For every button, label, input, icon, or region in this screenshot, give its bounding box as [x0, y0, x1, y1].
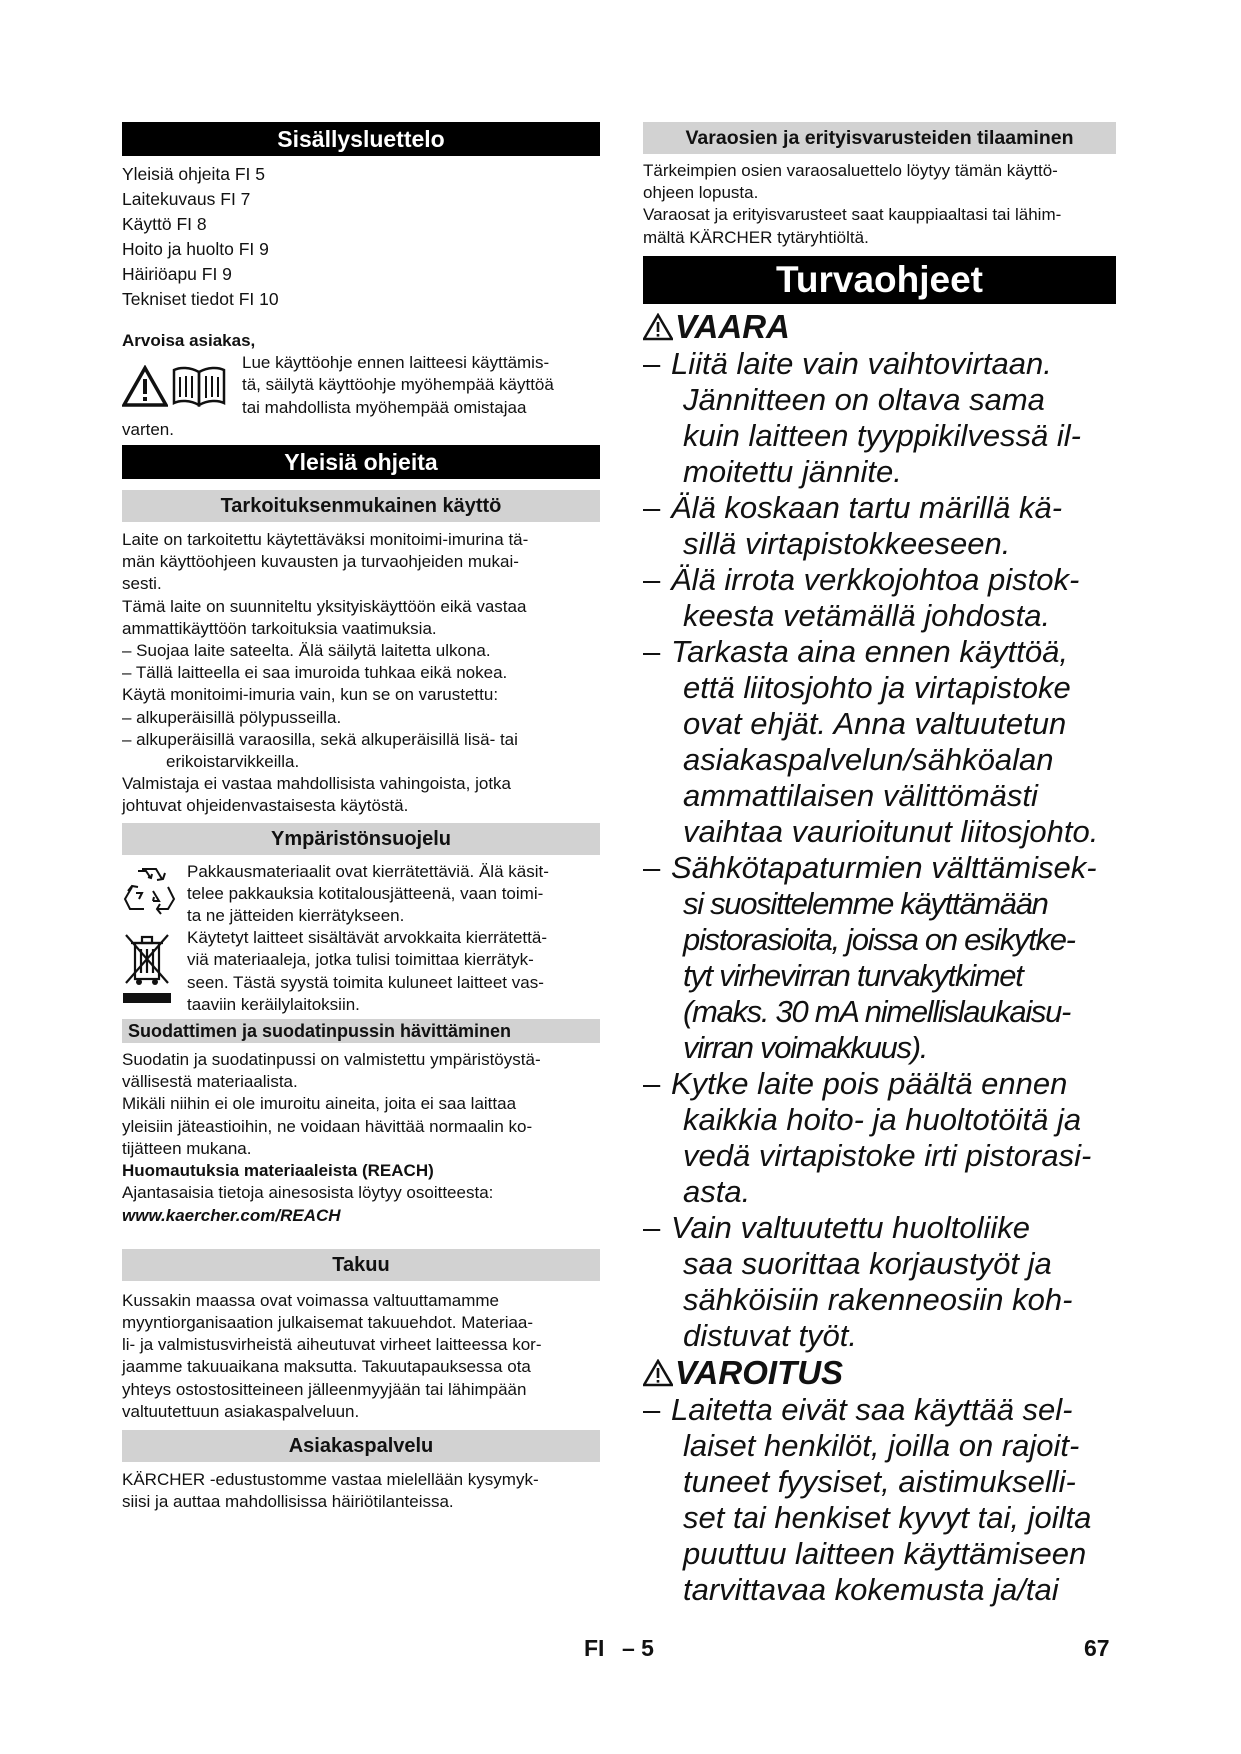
text-line: män käyttöohjeen kuvausten ja turvaohjeiden mukai- [122, 552, 519, 572]
item-text: tyt virhevirran turvakytkimet [683, 957, 1023, 993]
item-text: distuvat työt. [683, 1317, 858, 1353]
text-line: johtuvat ohjeidenvastaisesta käytöstä. [122, 796, 409, 816]
intended-use-text [122, 529, 600, 818]
left-column [122, 122, 600, 1513]
text-line: mältä KÄRCHER tytäryhtiöltä. [643, 227, 869, 247]
text-line: valtuutettuun asiakaspalveluun. [122, 1401, 360, 1421]
item-text: virran voimakkuus). [683, 1029, 928, 1065]
parts-text [643, 160, 1116, 249]
toc-list [122, 162, 600, 312]
item-text: set tai henkiset kyvyt tai, joilta [683, 1499, 1092, 1535]
text-line: telee pakkauksia kotitalousjätteenä, vaan toimi- [187, 883, 544, 903]
danger-item: – Tarkasta aina ennen käyttöä, että liitosjohto ja virtapistoke ovat ehjät. Anna valtuutetun asiakaspalvelun/sähköalan ammattilaisen välittömästi vaihtaa vaurioitunut liitosjohto. [643, 634, 1116, 850]
text-line: Valmistaja ei vastaa mahdollisista vahingoista, jotka [122, 774, 511, 794]
text-line: – alkuperäisillä varaosilla, sekä alkuperäisillä lisä- tai [122, 729, 518, 749]
item-text: tarvittavaa kokemusta ja/tai [683, 1571, 1059, 1607]
text-line: erikoistarvikkeilla. [166, 752, 300, 772]
toc-item: Hoito ja huolto FI 9 [122, 239, 269, 259]
environment-title: Ympäristönsuojelu [122, 823, 600, 855]
dear-heading: Arvoisa asiakas, [122, 331, 256, 350]
danger-item: – Sähkötapaturmien välttämisek- si suosittelemme käyttämään pistorasioita, joissa on esikytke- tyt virhevirran turvakytkimet (maks. 30 mA nimellislaukaisu- virran voimakkuus). [643, 850, 1116, 1066]
text-line: tijätteen mukana. [122, 1138, 252, 1158]
customer-service-text [122, 1469, 600, 1513]
footer-lang: FI [584, 1635, 605, 1661]
right-column [643, 122, 1116, 1608]
item-text: (maks. 30 mA nimellislaukaisu- [683, 993, 1071, 1029]
toc-item: Laitekuvaus FI 7 [122, 189, 251, 209]
text-line: Suodatin ja suodatinpussi on valmistettu ympäristöystä- [122, 1050, 541, 1070]
text-line: Varaosat ja erityisvarusteet saat kauppiaaltasi tai lähim- [643, 205, 1062, 225]
text-line: jaamme takuuaikana maksutta. Takuutapauksessa ota [122, 1357, 531, 1377]
text-line: taaviin keräilylaitoksiin. [187, 994, 360, 1014]
item-text: Vain valtuutettu huoltoliike [671, 1209, 1031, 1245]
danger-item: – Älä koskaan tartu märillä kä- sillä virtapistokkeeseen. [643, 490, 1116, 562]
item-text: sillä virtapistokkeeseen. [683, 525, 1011, 561]
text-line: yleisiin jäteastioihin, ne voidaan hävittää normaalin ko- [122, 1116, 533, 1136]
dear-text: tä, säilytä käyttöohje myöhempää käyttöä [242, 375, 554, 395]
text-line: vällisestä materiaalista. [122, 1072, 298, 1092]
text-line: Kussakin maassa ovat voimassa valtuuttamamme [122, 1290, 499, 1310]
warning-triangle-icon [643, 1359, 673, 1387]
warranty-title: Takuu [122, 1249, 600, 1281]
safety-title: Turvaohjeet [643, 256, 1116, 304]
warning-label: VAROITUS [675, 1353, 844, 1391]
open-book-icon [170, 365, 228, 407]
warning-heading [643, 1354, 1116, 1392]
text-line: – alkuperäisillä pölypusseilla. [122, 707, 342, 727]
general-title: Yleisiä ohjeita [122, 445, 600, 479]
text-line: ohjeen lopusta. [643, 183, 759, 203]
item-text: Sähkötapaturmien välttämisek- [671, 849, 1097, 885]
crossed-out-bin-icon [122, 929, 172, 1005]
item-text: Jännitteen on oltava sama [683, 381, 1045, 417]
text-line: Tärkeimpien osien varaosaluettelo löytyy tämän käyttö- [643, 161, 1058, 180]
item-text: Liitä laite vain vaihtovirtaan. [671, 345, 1052, 381]
dear-text: tai mahdollista myöhempää omistajaa [242, 397, 527, 417]
item-text: vedä virtapistoke irti pistorasi- [683, 1137, 1092, 1173]
warning-triangle-icon [122, 365, 168, 407]
text-line: Mikäli niihin ei ole imuroitu aineita, joita ei saa laittaa [122, 1094, 517, 1114]
parts-title: Varaosien ja erityisvarusteiden tilaaminen [643, 122, 1116, 154]
reach-url: www.kaercher.com/REACH [122, 1205, 341, 1225]
item-text: asta. [683, 1173, 751, 1209]
item-text: Älä koskaan tartu märillä kä- [671, 489, 1063, 525]
item-text: laiset henkilöt, joilla on rajoit- [683, 1427, 1080, 1463]
item-text: asiakaspalvelun/sähköalan [683, 741, 1054, 777]
text-line: li- ja valmistusvirheistä aiheutuvat virheet laitteessa kor- [122, 1335, 542, 1355]
recycle-icon [122, 863, 176, 917]
item-text: moitettu jännite. [683, 453, 902, 489]
text-line: myyntiorganisaation julkaisemat takuuehdot. Materiaa- [122, 1312, 534, 1332]
filter-disposal-title: Suodattimen ja suodatinpussin hävittäminen [122, 1019, 600, 1043]
item-text: Älä irrota verkkojohtoa pistok- [671, 561, 1080, 597]
text-line: siisi ja auttaa mahdollisissa häiriötilanteissa. [122, 1492, 454, 1512]
text-line: sesti. [122, 574, 162, 594]
item-text: ammattilaisen välittömästi [683, 777, 1038, 813]
item-text: tuneet fyysiset, aistimukselli- [683, 1463, 1076, 1499]
footer-page-local: – 5 [622, 1635, 654, 1661]
dear-text: varten. [122, 419, 174, 439]
toc-item: Käyttö FI 8 [122, 214, 207, 234]
text-line: Pakkausmateriaalit ovat kierrätettäviä. Älä käsit- [187, 861, 549, 881]
text-line: viä materiaaleja, jotka tulisi toimittaa kierrätyk- [187, 950, 534, 970]
reach-heading: Huomautuksia materiaaleista (REACH) [122, 1161, 434, 1181]
item-text: puuttuu laitteen käyttämiseen [683, 1535, 1087, 1571]
item-text: saa suorittaa korjaustyöt ja [683, 1245, 1052, 1281]
text-line: Käytä monitoimi-imuria vain, kun se on varustettu: [122, 685, 499, 705]
text-line: – Tällä laitteella ei saa imuroida tuhkaa eikä nokea. [122, 663, 508, 683]
item-text: ovat ehjät. Anna valtuutetun [683, 705, 1067, 741]
item-text: Laitetta eivät saa käyttää sel- [671, 1391, 1073, 1427]
dear-customer [122, 330, 600, 441]
danger-heading [643, 308, 1116, 346]
environment-section [122, 861, 600, 1016]
text-line: Käytetyt laitteet sisältävät arvokkaita kierrätettä- [187, 928, 547, 948]
intended-use-title: Tarkoituksenmukainen käyttö [122, 490, 600, 522]
item-text: Kytke laite pois päältä ennen [671, 1065, 1068, 1101]
text-line: Tämä laite on suunniteltu yksityiskäyttöön eikä vastaa [122, 596, 527, 616]
danger-label: VAARA [675, 307, 790, 345]
item-text: pistorasioita, joissa on esikytke- [683, 921, 1075, 957]
item-text: vaihtaa vaurioitunut liitosjohto. [683, 813, 1099, 849]
danger-item: – Vain valtuutettu huoltoliike saa suorittaa korjaustyöt ja sähköisiin rakenneosiin koh- distuvat työt. [643, 1210, 1116, 1354]
customer-service-title: Asiakaspalvelu [122, 1430, 600, 1462]
toc-item: Tekniset tiedot FI 10 [122, 289, 279, 309]
warning-triangle-icon [643, 313, 673, 341]
text-line: ta ne jätteiden kierrätykseen. [187, 906, 405, 926]
danger-item: – Älä irrota verkkojohtoa pistok- keesta vetämällä johdosta. [643, 562, 1116, 634]
text-line: seen. Tästä syystä toimita kuluneet laitteet vas- [187, 972, 544, 992]
danger-item: – Kytke laite pois päältä ennen kaikkia hoito- ja huoltotöitä ja vedä virtapistoke irti pistorasi- asta. [643, 1066, 1116, 1210]
item-text: kuin laitteen tyyppikilvessä il- [683, 417, 1082, 453]
text-line: Laite on tarkoitettu käytettäväksi monitoimi-imurina tä- [122, 530, 529, 550]
warning-item: – Laitetta eivät saa käyttää sel- laiset henkilöt, joilla on rajoit- tuneet fyysiset, aistimukselli- set tai henkiset kyvyt tai, joilta puuttuu laitteen käyttämiseen tarvittavaa kokemusta ja/tai [643, 1392, 1116, 1608]
text-line: KÄRCHER -edustustomme vastaa mielellään kysymyk- [122, 1469, 539, 1489]
text-line: – Suojaa laite sateelta. Älä säilytä laitetta ulkona. [122, 641, 491, 661]
toc-item: Häiriöapu FI 9 [122, 264, 232, 284]
dear-text: Lue käyttöohje ennen laitteesi käyttämis- [242, 353, 550, 373]
toc-title: Sisällysluettelo [122, 122, 600, 156]
toc-item: Yleisiä ohjeita FI 5 [122, 164, 265, 184]
item-text: sähköisiin rakenneosiin koh- [683, 1281, 1073, 1317]
warranty-text [122, 1290, 600, 1423]
item-text: kaikkia hoito- ja huoltotöitä ja [683, 1101, 1082, 1137]
item-text: keesta vetämällä johdosta. [683, 597, 1051, 633]
item-text: Tarkasta aina ennen käyttöä, [671, 633, 1068, 669]
item-text: si suosittelemme käyttämään [683, 885, 1048, 921]
footer-page-number: 67 [1084, 1635, 1110, 1661]
text-line: yhteys ostostositteineen jälleenmyyjään tai lähimpään [122, 1379, 527, 1399]
item-text: että liitosjohto ja virtapistoke [683, 669, 1071, 705]
filter-disposal-text [122, 1049, 600, 1227]
text-line: ammattikäyttöön tarkoituksia vaatimuksia. [122, 618, 437, 638]
danger-item: – Liitä laite vain vaihtovirtaan. Jännitteen on oltava sama kuin laitteen tyyppikilvessä il- moitettu jännite. [643, 346, 1116, 490]
text-line: Ajantasaisia tietoja ainesosista löytyy osoitteesta: [122, 1183, 494, 1203]
